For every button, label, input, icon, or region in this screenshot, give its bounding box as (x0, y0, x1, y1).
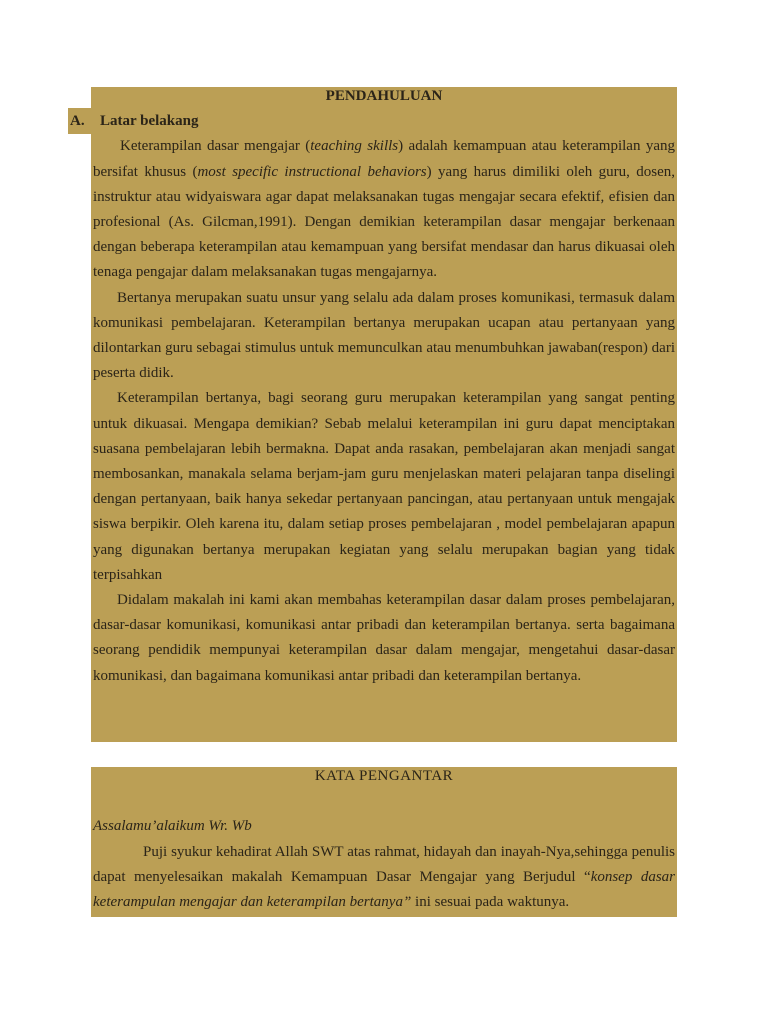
kp-paragraph-italic: konsep dasar keterampulan mengajar dan keterampilan bertanya” (93, 868, 675, 910)
kata-pengantar-paragraph (93, 840, 675, 916)
section-marker: A. (70, 113, 85, 129)
greeting-text: Assalamu’alaikum Wr. Wb (93, 818, 252, 835)
paragraph-1-text-a: Keterampilan dasar mengajar ( (120, 138, 311, 155)
paragraph-2: Bertanya merupakan suatu unsur yang selalu ada dalam proses komunikasi, termasuk dalam komunikasi pembelajaran. Keterampilan bertanya merupakan ucapan atau pertanyaan yang dilontarkan guru sebagai stimulus untuk memunculkan atau menumbuhkan jawaban(respon) dari peserta didik. (93, 289, 675, 382)
paragraph-3: Keterampilan bertanya, bagi seorang guru merupakan keterampilan yang sangat penting untuk dikuasai. Mengapa demikian? Sebab melalui keterampilan ini guru dapat menciptakan suasana pembelajaran lebih bermakna. Dapat anda rasakan, pembelajaran akan menjadi sangat membosankan, manakala selama berjam-jam guru menjelaskan materi pelajaran tanpa diselingi dengan pertanyaan, baik hanya sekedar pertanyaan pancingan, atau pertanyaan untuk mengajak siswa berpikir. Oleh karena itu, dalam setiap proses pembelajaran , model pembelajaran apapun yang digunakan bertanya merupakan kegiatan yang selalu merupakan bagian yang tidak terpisahkan (93, 390, 675, 583)
kp-paragraph-text-a: Puji syukur kehadirat Allah SWT atas rahmat, hidayah dan inayah-Nya,sehingga penulis dapat menyelesaikan makalah Kemampuan Dasar Mengajar yang Berjudul “ (93, 843, 675, 885)
section-title: Latar belakang (100, 113, 199, 129)
paragraph-1-text-b: ) adalah kemampuan atau keterampilan yang bersifat khusus ( (93, 138, 675, 180)
paragraph-1-text-c: ) yang harus dimiliki oleh guru, dosen, instruktur atau widyaiswara agar dapat melaksanakan tugas mengajar secara efektif, efisien dan profesional (As. Gilcman,1991). Dengan demikian keterampilan dasar mengajar berkenaan dengan beberapa keterampilan atau kemampuan yang bersifat mendasar dan harus dikuasai oleh tenaga pengajar dalam melaksanakan tugas mengajarnya. (93, 163, 675, 281)
pendahuluan-title: PENDAHULUAN (325, 88, 443, 104)
pendahuluan-section (93, 84, 675, 689)
heading-spacer (93, 109, 675, 134)
kp-paragraph-text-b: ini sesuai pada waktunya. (411, 894, 570, 910)
kata-pengantar-section (93, 764, 675, 915)
paragraph-1-italic-a: teaching skills (310, 138, 399, 155)
greeting (93, 814, 675, 839)
title-spacer (93, 789, 675, 814)
kata-pengantar-title: KATA PENGANTAR (314, 768, 454, 784)
paragraph-4: Didalam makalah ini kami akan membahas keterampilan dasar dalam proses pembelajaran, dasar-dasar komunikasi, komunikasi antar pribadi dan keterampilan bertanya. serta bagaimana seorang pendidik mempunyai keterampilan dasar dalam mengajar, mengetahui dasar-dasar komunikasi, dan bagaimana komunikasi antar pribadi dan keterampilan bertanya. (93, 592, 675, 684)
paragraph-1 (93, 134, 675, 285)
paragraph-1-italic-b: most specific instructional behaviors (197, 163, 427, 180)
